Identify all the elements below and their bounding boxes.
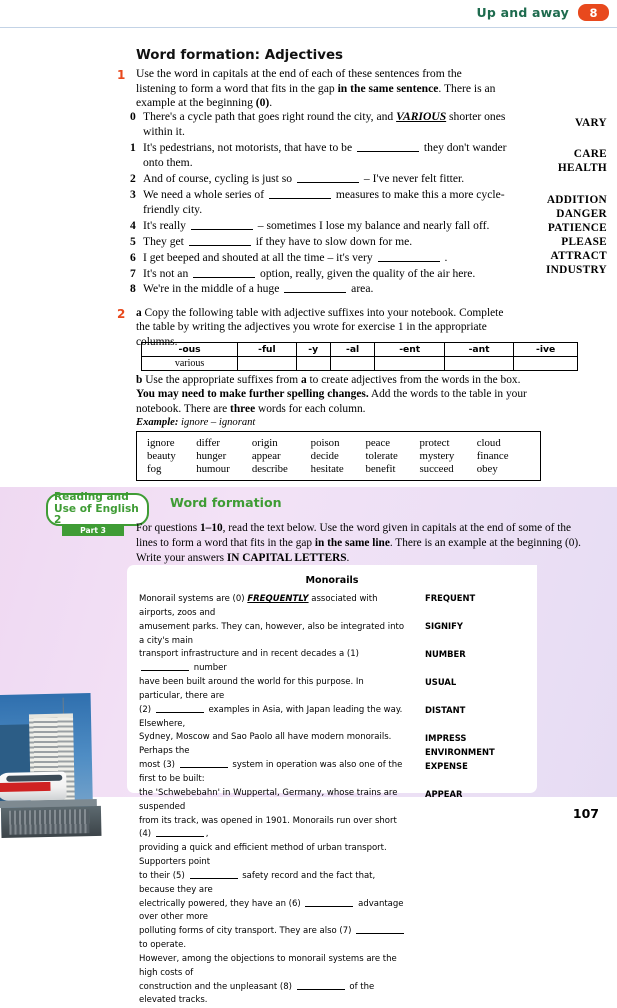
line-text-pre: polluting forms of city transport. They are also (7): [139, 926, 355, 937]
part-b-t7: words for each column.: [255, 402, 366, 415]
exercise-number-1: 1: [117, 68, 126, 82]
word-bank-item: hesitate: [310, 463, 344, 476]
word-bank-item: obey: [476, 463, 498, 476]
capital-word: VARY: [575, 117, 607, 129]
question-text: [143, 267, 510, 282]
answer-gap[interactable]: [356, 933, 404, 934]
word-bank-item: protect: [419, 437, 450, 449]
answer-gap[interactable]: [191, 229, 253, 230]
line-text-post: system in operation was also one of the first to be built:: [139, 760, 403, 784]
exercise-1-rubric: [136, 67, 496, 111]
monorails-text-line: [139, 787, 409, 815]
question-text-pre: They get: [143, 234, 187, 248]
line-text-post: associated with airports, zoos and: [139, 594, 378, 618]
capital-word: ENVIRONMENT: [425, 747, 495, 757]
wf-t1: For questions: [136, 522, 201, 534]
word-bank-item: origin: [251, 437, 278, 449]
suffix-header-cell: -ive: [514, 343, 578, 357]
rubric1-e: .: [269, 96, 273, 110]
page-number: 107: [572, 806, 599, 821]
capital-word: PATIENCE: [547, 222, 607, 234]
question-text: [143, 172, 510, 187]
line-text-post: number: [191, 663, 227, 674]
exercise-1-question: [130, 267, 510, 282]
question-number: 6: [130, 250, 136, 264]
monorails-text-line: [139, 815, 409, 843]
part-a-text: Copy the following table with adjective suffixes into your notebook. Complete the table by writing the adjectives you wrote for exercise 1 in the appropriate columns.: [136, 307, 504, 348]
exercise-1-question: [130, 219, 510, 234]
answer-gap[interactable]: [180, 767, 228, 768]
answer-gap[interactable]: [156, 836, 204, 837]
exercise-1-question-list: [130, 110, 510, 298]
word-bank-item: cloud: [476, 437, 501, 449]
word-bank-item: benefit: [365, 463, 396, 476]
question-text-post: option, really, given the quality of the air here.: [257, 266, 476, 280]
question-text: [143, 110, 510, 140]
capital-word: SIGNIFY: [425, 621, 463, 631]
line-text-post: of the elevated tracks.: [139, 981, 375, 1006]
answer-gap[interactable]: [269, 198, 331, 199]
word-bank-row: [147, 463, 530, 476]
question-text: [143, 282, 510, 297]
capital-word: APPEAR: [425, 789, 463, 799]
question-text: [143, 141, 510, 171]
monorails-text-body: [139, 593, 409, 1008]
monorails-text-line: [139, 870, 409, 898]
rubric1-a: Use the word in capitals at the end of each of these sentences from the listening to form a word that fits in the gap: [136, 67, 462, 95]
part-b-t4: You may need to make further spelling changes.: [136, 388, 369, 401]
line-text-post: to operate.: [139, 940, 187, 951]
wf-t7: .: [346, 551, 350, 564]
capital-word: HEALTH: [557, 162, 607, 174]
question-text-pre: There's a cycle path that goes right round the city, and: [143, 110, 397, 123]
photo-ground-detail: [9, 809, 89, 835]
capital-word: ADDITION: [546, 194, 607, 206]
suffix-table-body-row: [142, 357, 578, 371]
word-bank-table: [147, 437, 530, 477]
capital-word: PLEASE: [561, 236, 607, 248]
question-text-post: .: [441, 250, 448, 264]
capital-word: EXPENSE: [425, 761, 468, 771]
capital-word: DISTANT: [425, 705, 466, 715]
exercise-1-question: [130, 141, 510, 171]
line-text-pre: from its track, was opened in 1901. Monorails run over short (4): [139, 815, 397, 840]
answer-gap[interactable]: [193, 277, 255, 278]
answer-filled: FREQUENTLY: [247, 594, 309, 604]
exercise-number-2: 2: [117, 307, 126, 321]
suffix-header-cell: -al: [330, 343, 375, 357]
capital-word: INDUSTRY: [545, 264, 607, 276]
unit-title: Up and away: [476, 5, 569, 20]
suffix-body-cell[interactable]: [238, 357, 296, 371]
monorail-photograph: [0, 693, 93, 836]
wf-t6: IN CAPITAL LETTERS: [226, 551, 347, 564]
capital-word: IMPRESS: [425, 733, 467, 743]
line-text-pre: Monorail systems are (0): [139, 594, 248, 604]
exercise-1-question: [130, 172, 510, 187]
question-text: [143, 235, 510, 250]
wf-t5: . There is an example at the beginning (0). Write your answers: [136, 536, 581, 564]
line-text-pre: construction and the unpleasant (8): [139, 981, 295, 992]
page-header: [477, 4, 609, 21]
word-bank-item: hunger: [196, 450, 227, 463]
monorails-text-line: [139, 953, 409, 981]
part-b-t1: Use the appropriate suffixes from: [142, 374, 301, 386]
rubric1-d: (0): [255, 96, 270, 110]
exercise-2b-rubric: [136, 373, 536, 416]
word-bank-item: finance: [476, 450, 509, 463]
line-text-pre: have been built around the world for this purpose. In particular, there are: [139, 677, 364, 701]
answer-gap[interactable]: [189, 245, 251, 246]
word-bank-item: humour: [196, 463, 230, 476]
line-text-post: safety record and the fact that, because they are: [139, 870, 376, 895]
question-number: 0: [130, 110, 136, 123]
line-text-pre: transport infrastructure and in recent decades a (1): [139, 649, 359, 660]
question-number: 8: [130, 282, 136, 296]
reading-use-of-english-tab: [46, 493, 149, 526]
capital-word: NUMBER: [425, 649, 466, 659]
line-text-post: ,: [205, 829, 209, 840]
word-bank-item: decide: [310, 450, 339, 463]
question-number: 2: [130, 171, 136, 185]
suffix-body-cell[interactable]: [330, 357, 375, 371]
photo-train-windows: [6, 775, 62, 782]
line-text-post: examples in Asia, with Japan leading the way. Elsewhere,: [139, 704, 403, 729]
word-bank-item: mystery: [419, 450, 455, 463]
answer-gap[interactable]: [297, 182, 359, 183]
monorails-text-line: [139, 842, 409, 870]
question-text-post: measures to make this a more cycle-friendly city.: [143, 187, 505, 216]
word-bank-item: tolerate: [365, 450, 398, 463]
question-text-post: shorter ones within it.: [143, 110, 506, 138]
monorails-text-line: [139, 759, 409, 787]
line-text-pre: amusement parks. They can, however, also be integrated into a city's main: [139, 621, 405, 646]
question-text: [143, 219, 510, 234]
reading-section-rubric: [136, 521, 581, 565]
question-text-post: – I've never felt fitter.: [361, 171, 465, 185]
answer-gap[interactable]: [297, 989, 345, 990]
exercise-1-question: [130, 235, 510, 250]
wf-t2: 1–10: [200, 522, 223, 534]
part-b-t3: to create adjectives from the words in the box.: [306, 374, 521, 386]
part-b-t6: three: [230, 402, 256, 415]
example-text: ignore – ignorant: [178, 417, 256, 428]
question-text-pre: It's not an: [143, 266, 192, 280]
line-text-pre: (2): [139, 704, 154, 715]
capital-word: FREQUENT: [425, 593, 476, 603]
answer-gap[interactable]: [284, 292, 346, 293]
question-number: 3: [130, 187, 136, 201]
question-text-pre: We're in the middle of a huge: [143, 282, 283, 296]
suffix-header-cell: -ous: [142, 343, 238, 357]
unit-number-badge: 8: [578, 4, 609, 21]
section-title-word-formation-adjectives: Word formation: Adjectives: [136, 48, 344, 63]
header-divider: [0, 27, 617, 28]
answer-gap[interactable]: [141, 670, 189, 671]
exercise-1-question: [130, 188, 510, 218]
word-bank-item: appear: [251, 450, 281, 463]
question-text-pre: It's pedestrians, not motorists, that have to be: [143, 140, 356, 154]
word-bank-row: [147, 437, 530, 450]
capital-word: CARE: [573, 148, 607, 160]
monorails-text-line: [139, 898, 409, 926]
line-text-pre: electrically powered, they have an (6): [139, 898, 304, 909]
photo-train-stripe: [0, 782, 51, 792]
example-label: Example:: [136, 417, 179, 428]
rubric1-c: . There is an example at the beginning: [136, 81, 496, 110]
monorails-text-line: [139, 981, 409, 1008]
part-b-t2: a: [300, 374, 307, 386]
answer-gap[interactable]: [305, 906, 353, 907]
wf-t3: , read the text below. Use the word given in capitals at the end of some of the lines to form a word that fits in the gap: [136, 522, 572, 549]
word-bank-item: differ: [196, 437, 220, 449]
word-bank-item: describe: [251, 463, 288, 476]
question-text: [143, 251, 510, 266]
line-text-pre: However, among the objections to monorail systems are the high costs of: [139, 953, 397, 978]
monorails-text-line: [139, 593, 409, 621]
capital-word: ATTRACT: [550, 250, 607, 262]
question-text-post: if they have to slow down for me.: [252, 234, 413, 248]
line-text-pre: most (3): [139, 760, 178, 771]
question-text-pre: It's really: [143, 218, 189, 232]
suffix-body-cell[interactable]: [296, 357, 330, 371]
line-text-pre: providing a quick and efficient method of urban transport. Supporters point: [139, 843, 387, 868]
tab-line-1: Reading and: [54, 491, 129, 504]
part-a-label: a: [136, 307, 142, 319]
question-text-post: – sometimes I lose my balance and nearly fall off.: [254, 218, 490, 232]
monorails-text-title: Monorails: [305, 575, 359, 586]
word-bank-item: poison: [310, 437, 340, 449]
rubric1-b: in the same sentence: [337, 81, 439, 95]
part-tag: Part 3: [62, 524, 124, 536]
word-bank-row: [147, 450, 530, 463]
answer-gap[interactable]: [357, 151, 419, 152]
suffix-body-cell[interactable]: [444, 357, 513, 371]
line-text-post: advantage over other more: [139, 898, 404, 923]
exercise-1-question: [130, 110, 510, 140]
question-text-pre: And of course, cycling is just so: [143, 171, 295, 185]
question-number: 5: [130, 234, 136, 248]
tab-line-2: Use of English 2: [54, 502, 139, 527]
suffix-table-header-row: [142, 343, 578, 357]
question-text-post: they don't wander onto them.: [143, 140, 507, 169]
word-bank-item: fog: [147, 463, 162, 476]
monorails-text-line: [139, 621, 409, 649]
question-number: 4: [130, 218, 136, 232]
capital-word: DANGER: [556, 208, 607, 220]
suffix-table: [141, 342, 578, 371]
capital-word: USUAL: [425, 677, 457, 687]
word-bank-item: beauty: [147, 450, 176, 463]
monorails-text-line: [139, 731, 409, 759]
suffix-body-cell[interactable]: [514, 357, 578, 371]
suffix-header-cell: -y: [296, 343, 330, 357]
answer-gap[interactable]: [156, 712, 204, 713]
question-text-pre: We need a whole series of: [143, 187, 267, 201]
suffix-header-cell: -ful: [238, 343, 296, 357]
wf-t4: in the same line: [314, 536, 390, 549]
monorails-text-line: [139, 704, 409, 732]
question-text-post: area.: [348, 282, 374, 296]
monorails-text-line: [139, 925, 409, 953]
line-text-pre: the 'Schwebebahn' in Wuppertal, Germany, whose trains are suspended: [139, 787, 398, 812]
exercise-1-question: [130, 282, 510, 297]
question-text-pre: I get beeped and shouted at all the time – it's very: [143, 250, 376, 264]
suffix-header-cell: -ant: [444, 343, 513, 357]
answer-gap[interactable]: [190, 878, 238, 879]
exercise-1-question: [130, 251, 510, 266]
example-line: [136, 417, 255, 428]
part-b-t5: Add the words to the table in your notebook. There are: [136, 388, 527, 415]
suffix-body-cell[interactable]: [375, 357, 444, 371]
suffix-header-cell: -ent: [375, 343, 444, 357]
reading-section-title: Word formation: [170, 495, 282, 510]
monorails-text-line: [139, 648, 409, 676]
question-number: 7: [130, 266, 136, 280]
suffix-body-cell[interactable]: various: [142, 357, 238, 371]
question-text: [143, 188, 510, 218]
word-bank-item: succeed: [419, 463, 454, 476]
answer-gap[interactable]: [378, 261, 440, 262]
line-text-pre: Sydney, Moscow and Sao Paolo all have modern monorails. Perhaps the: [139, 732, 392, 757]
answer-filled: VARIOUS: [396, 110, 447, 123]
word-bank-item: peace: [365, 437, 391, 449]
monorails-text-line: [139, 676, 409, 704]
line-text-pre: to their (5): [139, 870, 188, 881]
word-bank-box: [136, 431, 541, 481]
question-number: 1: [130, 140, 136, 154]
monorails-text-card: [127, 565, 537, 1006]
part-b-label: b: [136, 374, 143, 386]
word-bank-item: ignore: [147, 437, 175, 449]
